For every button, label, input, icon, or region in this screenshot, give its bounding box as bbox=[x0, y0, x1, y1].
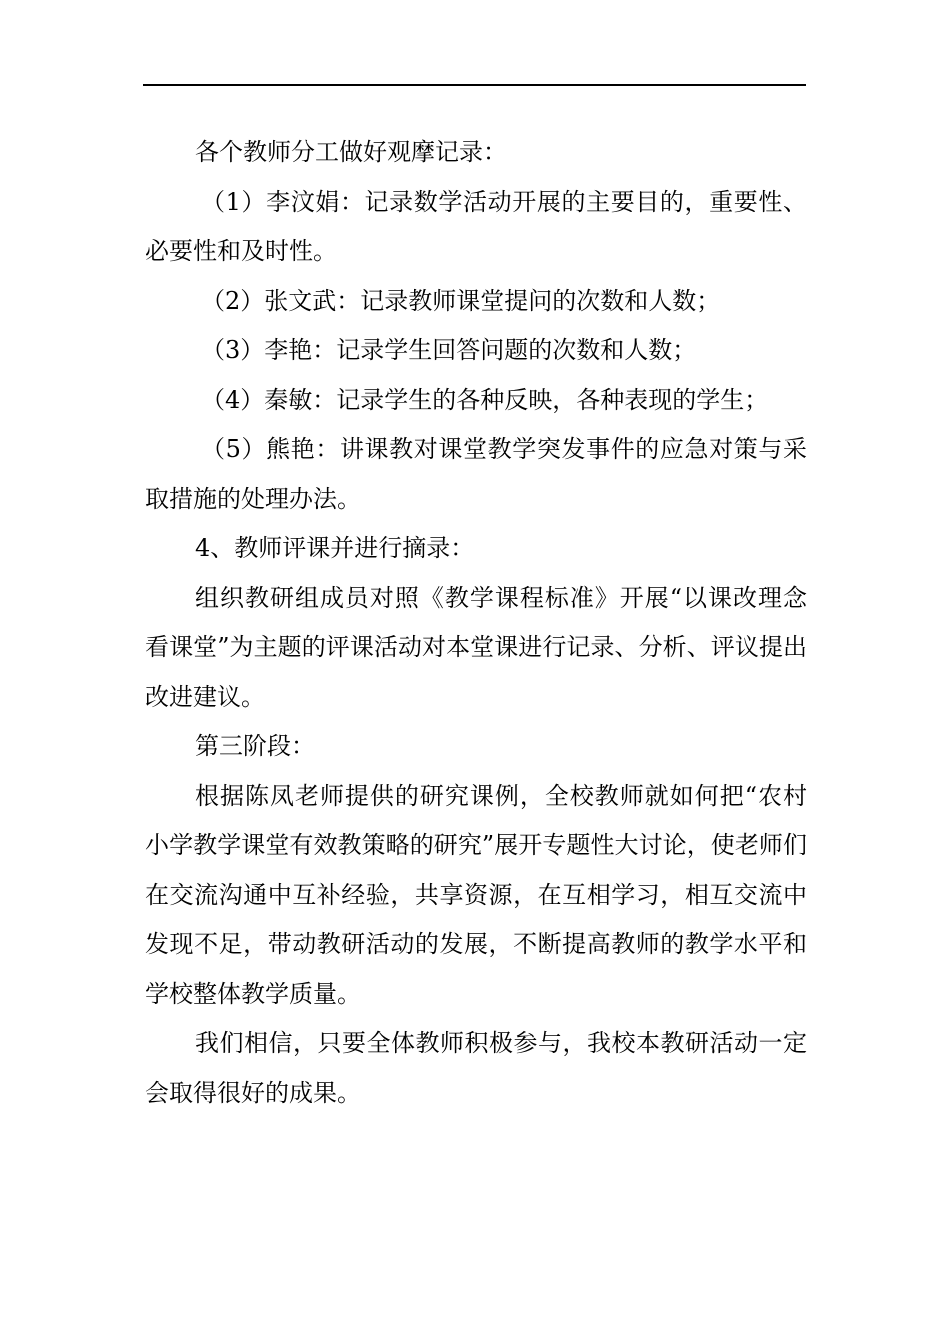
document-body bbox=[145, 128, 807, 1118]
paragraph-role-3: （3）李艳：记录学生回答问题的次数和人数； bbox=[201, 336, 697, 364]
paragraph-stage-3-heading: 第三阶段： bbox=[195, 732, 315, 760]
paragraph-step-4-heading: 4、教师评课并进行摘录： bbox=[195, 534, 475, 562]
paragraph-role-2: （2）张文武：记录教师课堂提问的次数和人数； bbox=[201, 286, 721, 315]
header-rule bbox=[143, 84, 806, 86]
paragraph-role-1: （1）李汶娟：记录数学活动开展的主要目的，重要性、必要性和及时性。 bbox=[145, 187, 807, 265]
paragraph-role-4: （4）秦敏：记录学生的各种反映，各种表现的学生； bbox=[201, 385, 769, 414]
paragraph-discussion: 根据陈凤老师提供的研究课例，全校教师就如何把“农村小学教学课堂有效教策略的研究”展开专题性大讨论，使老师们在交流沟通中互补经验，共享资源，在互相学习，相互交流中发现不足，带动教研活动的发展，不断提高教师的教学水平和学校整体教学质量。 bbox=[145, 781, 807, 1008]
paragraph-conclusion: 我们相信，只要全体教师积极参与，我校本教研活动一定会取得很好的成果。 bbox=[145, 1029, 807, 1107]
paragraph-role-5: （5）熊艳：讲课教对课堂教学突发事件的应急对策与采取措施的处理办法。 bbox=[145, 435, 807, 513]
paragraph-evaluation: 组织教研组成员对照《教学课程标准》开展“以课改理念看课堂”为主题的评课活动对本堂课进行记录、分析、评议提出改进建议。 bbox=[145, 583, 807, 711]
paragraph-observation-intro: 各个教师分工做好观摩记录： bbox=[195, 138, 507, 166]
